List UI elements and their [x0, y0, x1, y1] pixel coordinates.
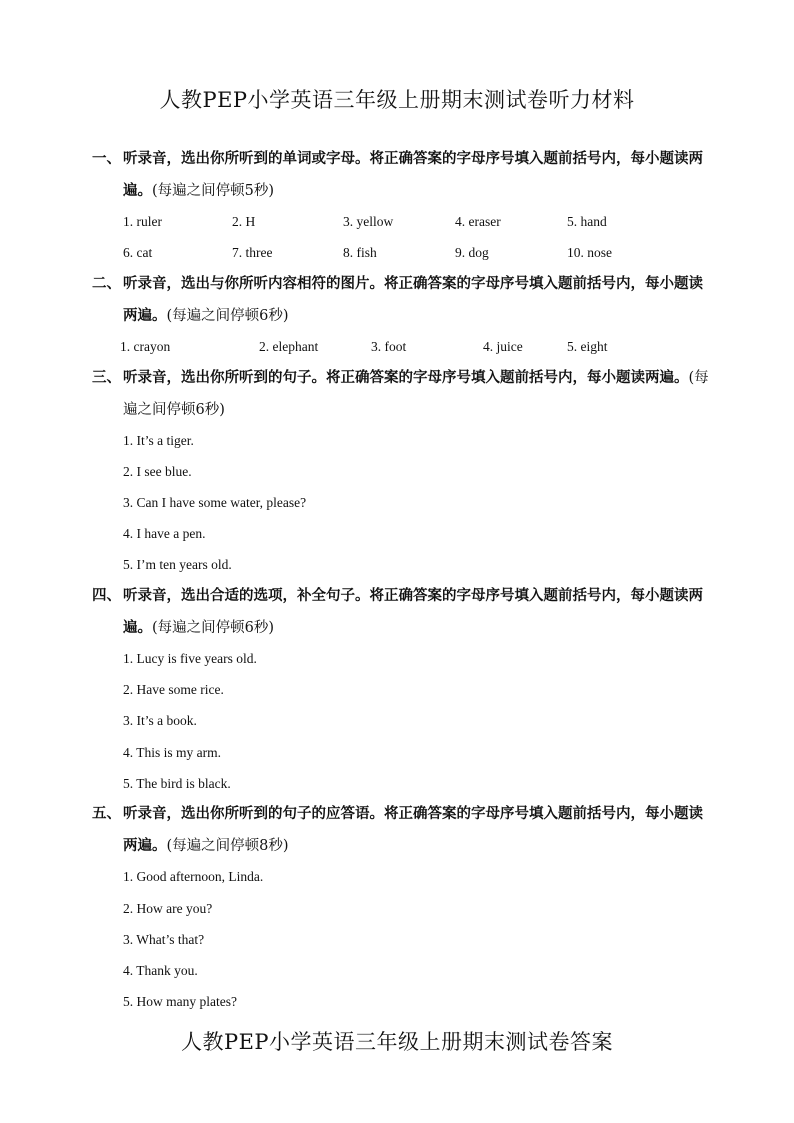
s3-sentence-4: 4. I have a pen. [123, 526, 206, 541]
s3-sentence-3: 3. Can I have some water, please? [123, 495, 307, 510]
s2-item-5: 5. eight [567, 339, 608, 354]
section-2-heading [92, 268, 712, 332]
section-1-note: (每遍之间停顿5秒) [152, 183, 275, 199]
section-5-heading [92, 798, 712, 862]
section-3-note: (每遍之间停顿6秒) [123, 370, 709, 418]
s1-item-10: 10. nose [567, 245, 612, 260]
section-4-heading [92, 580, 712, 644]
section-3-number: 三、 [92, 369, 121, 386]
s4-sentence-3: 3. It’s a book. [123, 713, 197, 728]
s4-sentence-2: 2. Have some rice. [123, 682, 224, 697]
s3-sentence-2: 2. I see blue. [123, 464, 192, 479]
s2-item-1: 1. crayon [120, 339, 171, 354]
section-2-note: (每遍之间停顿6秒) [166, 308, 289, 324]
section-5-number: 五、 [92, 805, 121, 822]
s5-sentence-4: 4. Thank you. [123, 963, 198, 978]
s4-sentence-1: 1. Lucy is five years old. [123, 651, 257, 666]
s3-sentence-1: 1. It’s a tiger. [123, 433, 194, 448]
section-1-number: 一、 [92, 150, 121, 167]
s1-item-6: 6. cat [123, 245, 153, 260]
s1-item-3: 3. yellow [343, 214, 394, 229]
answers-title: 人教PEP小学英语三年级上册期末测试卷答案 [180, 1030, 614, 1054]
section-3-heading [92, 362, 712, 426]
section-4-note: (每遍之间停顿6秒) [152, 620, 275, 636]
s1-item-5: 5. hand [567, 214, 607, 229]
s1-item-4: 4. eraser [455, 214, 501, 229]
s4-sentence-4: 4. This is my arm. [123, 745, 222, 760]
s1-item-1: 1. ruler [123, 214, 162, 229]
section-1-heading [92, 143, 712, 207]
s4-sentence-5: 5. The bird is black. [123, 776, 231, 791]
s3-sentence-5: 5. I’m ten years old. [123, 557, 232, 572]
s5-sentence-5: 5. How many plates? [123, 994, 237, 1009]
s2-item-2: 2. elephant [259, 339, 319, 354]
section-3-instruction: 听录音，选出你所听到的句子。将正确答案的字母序号填入题前括号内，每小题读两遍。 [123, 369, 689, 386]
s5-sentence-2: 2. How are you? [123, 901, 213, 916]
page-title: 人教PEP小学英语三年级上册期末测试卷听力材料 [159, 88, 635, 112]
section-5-note: (每遍之间停顿8秒) [166, 838, 289, 854]
s1-item-2: 2. H [232, 214, 256, 229]
s5-sentence-1: 1. Good afternoon, Linda. [123, 869, 264, 884]
section-5-instruction: 听录音，选出你所听到的句子的应答语。将正确答案的字母序号填入题前括号内，每小题读两遍。 [123, 805, 703, 854]
section-4-number: 四、 [92, 587, 121, 604]
section-4-instruction: 听录音，选出合适的选项，补全句子。将正确答案的字母序号填入题前括号内，每小题读两遍。 [123, 587, 703, 636]
s1-item-7: 7. three [232, 245, 273, 260]
s2-item-4: 4. juice [483, 339, 523, 354]
s2-item-3: 3. foot [371, 339, 407, 354]
section-2-instruction: 听录音，选出与你所听内容相符的图片。将正确答案的字母序号填入题前括号内，每小题读两遍。 [123, 275, 703, 324]
s1-item-9: 9. dog [455, 245, 489, 260]
section-1-instruction: 听录音，选出你所听到的单词或字母。将正确答案的字母序号填入题前括号内，每小题读两遍。 [123, 150, 703, 199]
s1-item-8: 8. fish [343, 245, 377, 260]
s5-sentence-3: 3. What’s that? [123, 932, 205, 947]
section-2-number: 二、 [92, 275, 121, 292]
